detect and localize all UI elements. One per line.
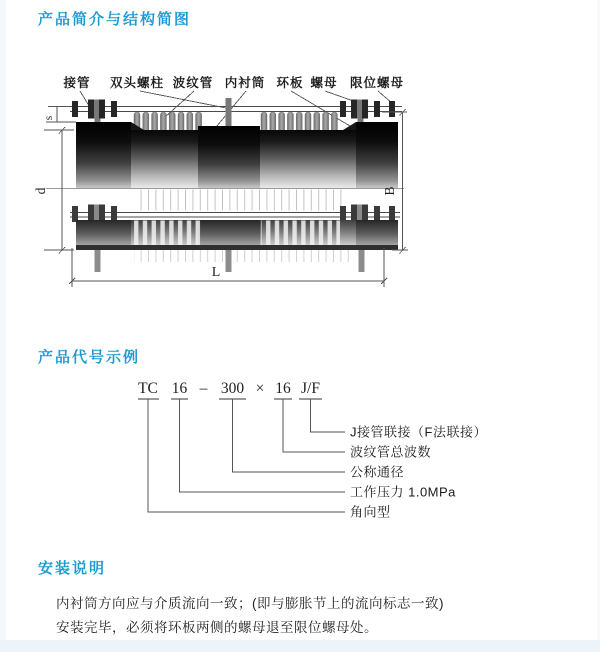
label-huanban: 环板 — [276, 76, 304, 90]
callout-labels — [350, 425, 487, 520]
code-token-waves: 16 — [275, 380, 291, 397]
bellows-lower-left — [134, 221, 204, 247]
label-shuangtouluozhu: 双头螺柱 — [109, 76, 165, 90]
page-edge-bottom — [0, 640, 600, 652]
install-instructions — [56, 592, 536, 640]
code-token-diameter: 300 — [220, 380, 245, 397]
code-tokens — [138, 380, 320, 397]
body-lower — [76, 220, 398, 272]
callout-connection: J接管联接（F法联接） — [350, 424, 487, 440]
center-stud-upper — [226, 98, 232, 130]
label-neichentong: 内衬筒 — [224, 76, 266, 90]
stud-lower-center — [226, 250, 232, 272]
callout-nominal-diameter: 公称通径 — [350, 464, 405, 480]
install-line-1: 内衬筒方向应与介质流向一致；(即与膨胀节上的流向标志一致) — [56, 596, 444, 611]
label-jieguan: 接管 — [63, 76, 91, 90]
dim-label-d: d — [33, 187, 48, 195]
section-heading-code: 产品代号示例 — [38, 349, 141, 366]
section-heading-intro: 产品简介与结构简图 — [38, 11, 192, 28]
install-line-2: 安装完毕，必须将环板两侧的螺母退至限位螺母处。 — [56, 620, 378, 635]
tie-rod-lower — [70, 213, 400, 218]
dim-label-L: L — [211, 265, 221, 280]
section-heading-install: 安装说明 — [38, 560, 107, 577]
label-bowenguan: 波纹管 — [172, 76, 214, 90]
stud-lower-right — [359, 250, 365, 272]
code-token-times: × — [255, 380, 265, 397]
part-labels — [62, 75, 404, 90]
callout-angular-type: 角向型 — [350, 504, 391, 520]
label-luomu: 螺母 — [310, 76, 338, 90]
pipe-collar-right — [356, 122, 398, 188]
bottom-edge-bar — [76, 245, 398, 250]
limit-nut — [389, 101, 395, 117]
code-token-dash: – — [199, 380, 208, 397]
hatch-bottom — [134, 250, 350, 262]
structure-diagram — [0, 60, 600, 305]
callout-connectors — [148, 399, 345, 512]
hatch-mid — [138, 190, 346, 211]
bellows-lower-right — [261, 221, 340, 247]
nuts-upper — [72, 100, 395, 119]
dim-label-s: s — [43, 115, 55, 121]
pipe-collar-left — [76, 122, 131, 188]
dim-d — [44, 127, 74, 254]
code-token-pressure: 16 — [171, 380, 188, 397]
stud-lower-left — [95, 250, 101, 272]
label-xianweiluomu: 限位螺母 — [349, 76, 405, 90]
code-token-connection: J/F — [301, 380, 320, 397]
product-code-diagram — [0, 372, 600, 537]
limit-nut — [72, 101, 78, 117]
callout-wave-count: 波纹管总波数 — [350, 444, 432, 460]
callout-working-pressure: 工作压力 1.0MPa — [350, 484, 456, 500]
dim-label-B: B — [382, 186, 397, 196]
body-upper — [76, 122, 398, 188]
code-token-type: TC — [138, 380, 158, 397]
inner-sleeve-band — [198, 126, 260, 188]
